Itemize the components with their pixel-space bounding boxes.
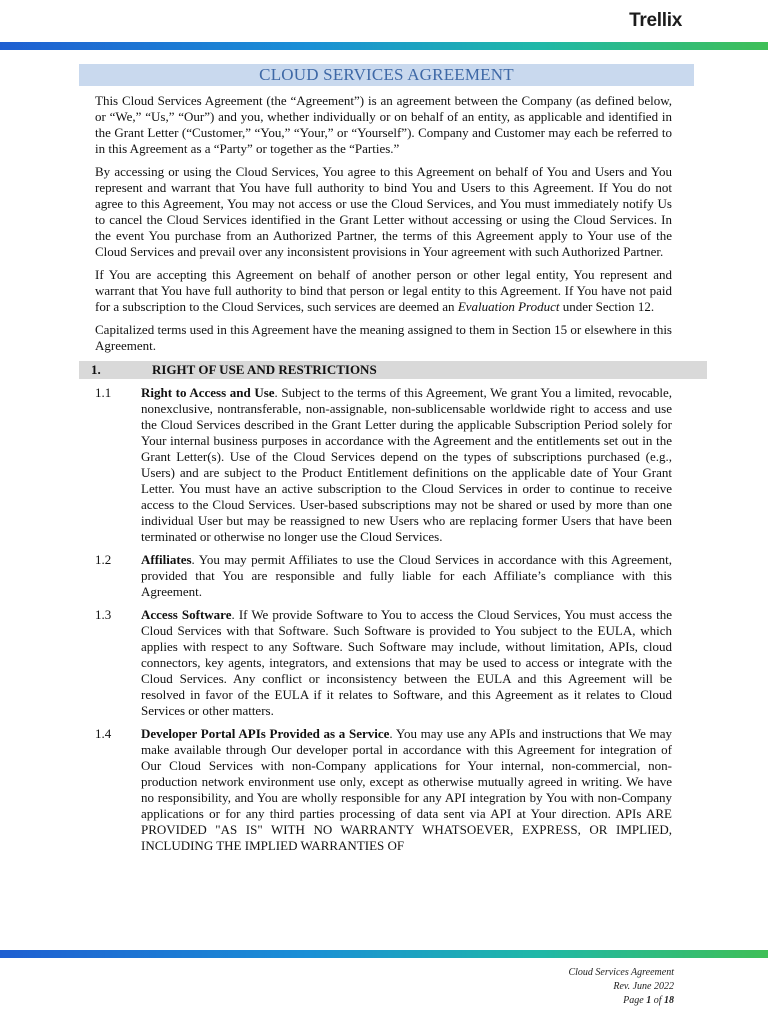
clause-1-3 [95,607,672,719]
section-number: 1. [91,362,101,377]
top-gradient-bar [0,42,768,50]
clause-1-1 [95,385,672,545]
clause-term: Access Software [141,607,232,622]
clause-body: Developer Portal APIs Provided as a Service. You may use any APIs and instructions that We may make available through Our developer portal in accordance with this Agreement for integration of Our Cloud Services with non-Company applications for Your internal, non-commercial, non-production network environment use only, except as otherwise mutually agreed in writing. We have no responsibility, and You are wholly responsible for any API integration by You with non-Company applications or for any third parties processing of data sent via API at Your direction. APIs ARE PROVIDED "AS IS" WITH NO WARRANTY WHATSOEVER, EXPRESS, OR IMPLIED, INCLUDING THE IMPLIED WARRANTIES OF [141,726,672,853]
trellix-logo: Trellix [629,10,682,31]
document-body [91,64,672,861]
section-1-heading [79,361,707,379]
footer-page-number: Page 1 of 18 [623,995,674,1006]
section-title: RIGHT OF USE AND RESTRICTIONS [152,362,377,377]
clause-body: Affiliates. You may permit Affiliates to use the Cloud Services in accordance with this Agreement, provided that You are responsible and fully liable for each Affiliate’s compliance with this Agreement. [141,552,672,599]
clause-number: 1.2 [95,552,112,567]
clause-number: 1.4 [95,726,112,741]
footer-revision: Rev. June 2022 [613,981,674,992]
bottom-gradient-bar [0,950,768,958]
intro-paragraph-2: By accessing or using the Cloud Services, You agree to this Agreement on behalf of You and Users and You represent and warrant that You have full authority to bind You and Users to this Agreement. If You do not agree to this Agreement, You may not access or use the Cloud Services, and You must immediately notify Us to cancel the Cloud Services identified in the Grant Letter without accessing or using the Cloud Services. In the event You purchase from an Authorized Partner, the terms of this Agreement apply to Your use of the Cloud Services and prevail over any inconsistent provisions in Your agreement with such Authorized Partner. [95,164,672,259]
clause-1-4 [95,726,672,854]
intro-paragraph-4: Capitalized terms used in this Agreement have the meaning assigned to them in Section 15 or elsewhere in this Agreement. [95,322,672,353]
clause-number: 1.3 [95,607,112,622]
clause-body: Access Software. If We provide Software to You to access the Cloud Services, You must access the Cloud Services with that Software. Such Software is provided to You subject to the EULA, which applies with respect to any Software. Such Software may include, without limitation, APIs, cloud connectors, key agents, integrators, and extensions that may be used to access or integrate with the Cloud Services. Any conflict or inconsistency between the EULA and this Agreement will be resolved in favor of the EULA if it relates to Software, and this Agreement as it relates to Cloud Services or other matters. [141,607,672,718]
clause-term: Developer Portal APIs Provided as a Service [141,726,390,741]
page-footer [568,966,674,1008]
document-title: CLOUD SERVICES AGREEMENT [79,64,694,86]
intro-paragraph-3: If You are accepting this Agreement on behalf of another person or other legal entity, You represent and warrant that You have full authority to bind that person or legal entity to this Agreement. If You have not paid for a subscription to the Cloud Services, such services are deemed an Evaluation Product under Section 12. [95,267,672,314]
footer-doc-name: Cloud Services Agreement [568,967,674,978]
clause-number: 1.1 [95,385,112,400]
clause-term: Right to Access and Use [141,385,275,400]
intro-paragraph-1: This Cloud Services Agreement (the “Agreement”) is an agreement between the Company (as defined below, or “We,” “Us,” “Our”) and you, whether individually or on behalf of an entity, as applicable and identified in the Grant Letter (“Customer,” “You,” “Your,” or “Yourself”). Company and Customer may each be referred to in this Agreement as a “Party” or together as the “Parties.” [95,93,672,156]
clause-body: Right to Access and Use. Subject to the terms of this Agreement, We grant You a limited, revocable, nonexclusive, nontransferable, non-assignable, non-sublicensable worldwide right to access and use the Cloud Services described in the Grant Letter during the applicable Subscription Period solely for Your internal business purposes in accordance with the Agreement and the entitlements set out in the Grant Letter(s). Use of the Cloud Services depend on the types of subscriptions purchased (e.g., Users) and are subject to the Product Entitlement definitions on the applicable date of Your Grant Letter. You must have an active subscription to the Cloud Services in order to continue to receive access to the Cloud Services. User-based subscriptions may not be shared or used by more than one individual User but may be reassigned to new Users who are replacing former Users that have been terminated or otherwise no longer use the Cloud Services. [141,385,672,544]
evaluation-product-term: Evaluation Product [457,299,560,314]
clause-1-2 [95,552,672,600]
clause-term: Affiliates [141,552,192,567]
